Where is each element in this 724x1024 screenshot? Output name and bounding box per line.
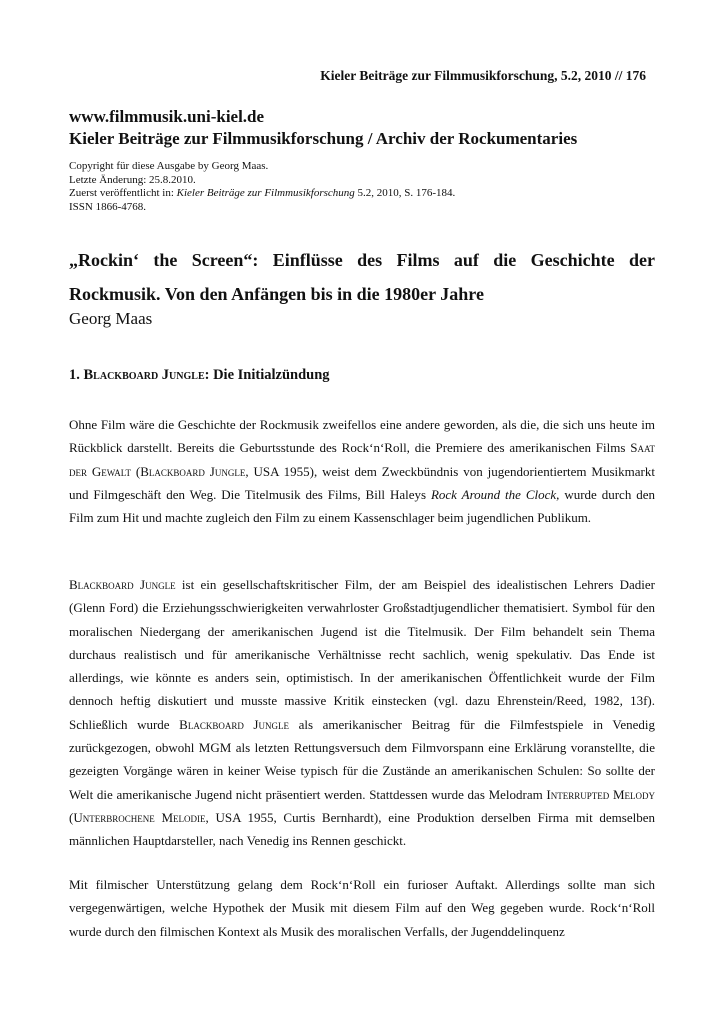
body-paragraph-3: Mit filmischer Unterstützung gelang dem Rock‘n‘Roll ein furioser Auftakt. Allerdings sollte man sich vergegenwärtigen, welche Hypothek der Musik mit diesem Film auf den Weg gegeben wurde. Rock‘n‘Roll wurde durch den filmischen Kontext als Musik des moralischen Verfalls, der Jugenddelinquenz [69, 877, 655, 939]
film-title: Unterbrochene Melodie [73, 809, 206, 825]
body-paragraph-1: Ohne Film wäre die Geschichte der Rockmusik zweifellos eine andere geworden, als die, die sich uns heute im Rückblick darstellt. Bereits die Geburtsstunde des Rock‘n‘Roll, die Premiere des amerikanischen Films Saat der Gewalt (Blackboard Jungle, USA 1955), weist dem Zweckbündnis von jugendorientiertem Musikmarkt und Filmgeschäft den Weg. Die Titelmusik des Films, Bill Haleys Rock Around the Clock, wurde durch den Film zum Hit und machte zugleich den Film zu einem Kassenschlager beim jugendlichen Publikum. [69, 417, 656, 526]
running-header: Kieler Beiträge zur Filmmusikforschung, 5.2, 2010 // 176 [320, 68, 646, 83]
body-paragraph-2: Blackboard Jungle ist ein gesellschaftskritischer Film, der am Beispiel des idealistischen Lehrers Dadier (Glenn Ford) die Erziehungsschwierigkeiten verwahrloster Großstadtjugendlicher thematisiert. Symbol für den moralischen Niedergang der amerikanischen Jugend ist die Titelmusik. Der Film behandelt sein Thema durchaus realistisch und für amerikanische Verhältnisse recht sachlich, wenig spekulativ. Das Ende ist allerdings, wie könnte es anders sein, optimistisch. In der amerikanischen Öffentlichkeit wurde der Film dennoch heftig diskutiert und musste massive Kritik einstecken (vgl. dazu Ehrenstein/Reed, 1982, 13f). Schließlich wurde Blackboard Jungle als amerikanischer Beitrag für die Filmfestspiele in Venedig zurückgezogen, obwohl MGM als letzten Rettungsversuch dem Filmvorspann eine Erklärung voranstellte, die gezeigten Vorgänge wären in keiner Weise typisch für die Zustände an amerikanischen Schulen: So sollte der Welt die amerikanische Jugend nicht präsentiert werden. Stattdessen wurde das Melodram Interrupted Melody (Unterbrochene Melodie, USA 1955, Curtis Bernhardt), eine Produktion derselben Firma mit demselben männlichen Hauptdarsteller, nach Venedig ins Rennen geschickt. [69, 577, 656, 849]
site-url[interactable]: www.filmmusik.uni-kiel.de [69, 107, 265, 126]
film-title: Blackboard Jungle [69, 577, 176, 592]
copyright-line: Copyright für diese Ausgabe by Georg Maas. [69, 160, 269, 172]
archive-title: Kieler Beiträge zur Filmmusikforschung / Archiv der Rockumentaries [69, 129, 578, 148]
film-title: Saat der Gewalt [69, 440, 655, 479]
film-title: Blackboard Jungle [140, 463, 246, 479]
article-title: „Rockin‘ the Screen“: Einflüsse des Films auf die Geschichte der Rockmusik. Von den Anfängen bis in die 1980er Jahre [69, 250, 655, 304]
section-heading: 1. Blackboard Jungle: Die Initialzündung [69, 367, 330, 383]
film-title: Blackboard Jungle [83, 367, 205, 383]
first-published-line: Zuerst veröffentlicht in: Kieler Beiträge zur Filmmusikforschung 5.2, 2010, S. 176-184. [69, 187, 456, 199]
film-title: Blackboard Jungle [179, 716, 289, 732]
film-title: Interrupted Melody [546, 786, 655, 802]
last-change-line: Letzte Änderung: 25.8.2010. [69, 173, 196, 186]
journal-title: Kieler Beiträge zur Filmmusikforschung [176, 187, 355, 199]
author-name: Georg Maas [69, 309, 153, 328]
site-block [69, 106, 577, 150]
issn-line: ISSN 1866-4768. [69, 200, 147, 213]
song-title: Rock Around the Clock, [430, 486, 560, 502]
publication-meta [69, 160, 455, 214]
